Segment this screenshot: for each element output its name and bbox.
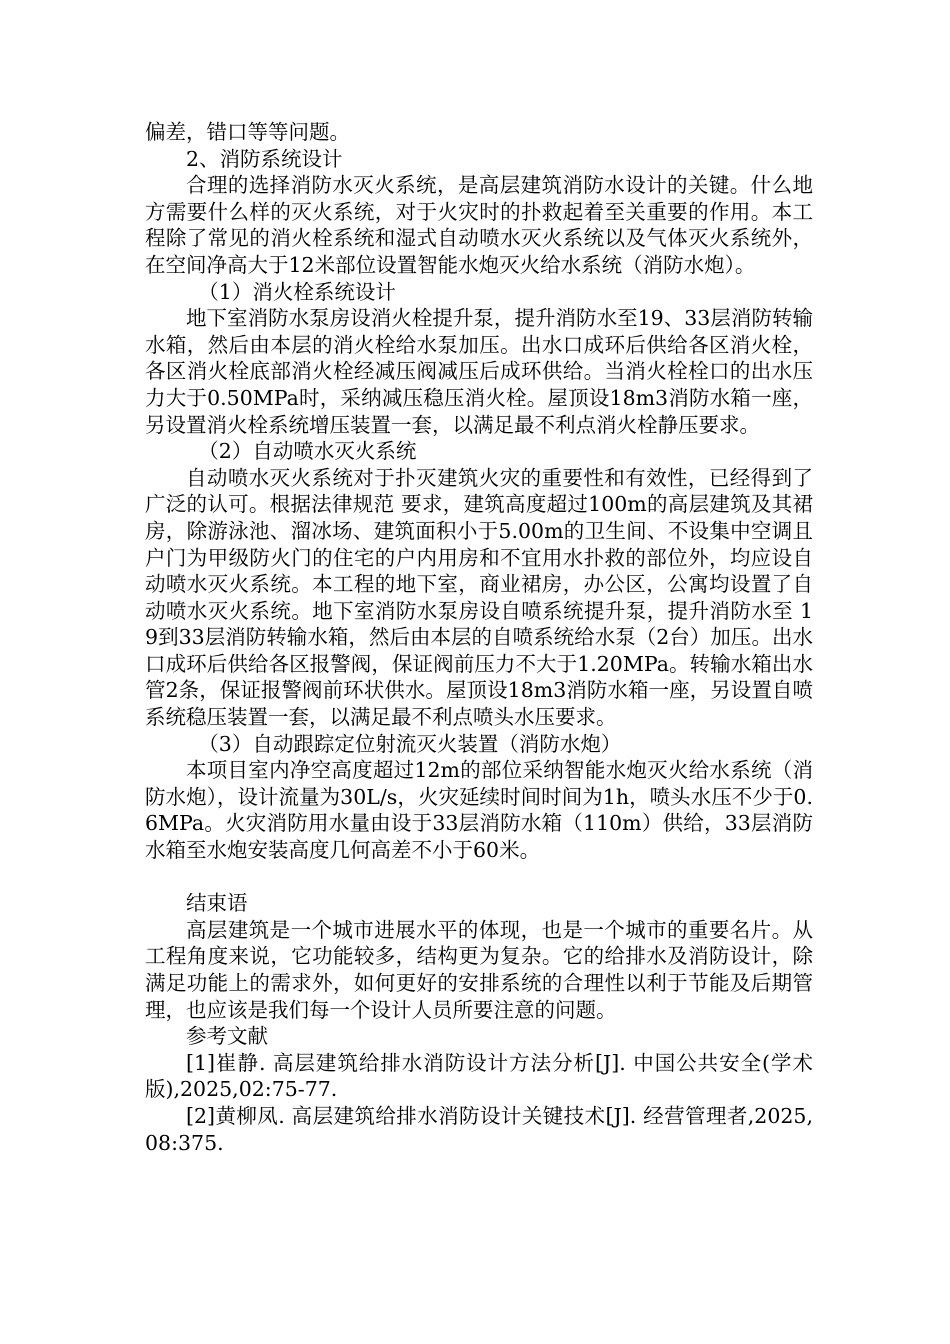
paragraph-water-cannon: 本项目室内净空高度超过12m的部位采纳智能水炮灭火给水系统（消防水炮），设计流量为30L/s，火灾延续时间时间为1h，喷头水压不少于0.6MPa。火灾消防用水量由设于33层消防水箱（110m）供给，33层消防水箱至水炮安装高度几何高差不小于60米。 bbox=[145, 758, 813, 863]
paragraph-continuation: 偏差，错口等等问题。 bbox=[145, 120, 350, 144]
section-heading-fire-system-design: 2、消防系统设计 bbox=[186, 146, 343, 171]
paragraph-sprinkler-system: 自动喷水灭火系统对于扑灭建筑火灾的重要性和有效性，已经得到了广泛的认可。根据法律规范 要求，建筑高度超过100m的高层建筑及其裙房，除游泳池、溜冰场、建筑面积小于5.00m的卫生间、不设集中空调且户门为甲级防火门的住宅的户内用房和不宜用水扑救的部位外，均应设自动喷水灭火系统。本工程的地下室，商业裙房，办公区，公寓均设置了自动喷水灭火系统。地下室消防水泵房设自喷系统提升泵，提升消防水至 19到33层消防转输水箱，然后由本层的自喷系统给水泵（2台）加压。出水口成环后供给各区报警阀，保证阀前压力不大于1.20MPa。转输水箱出水管2条，保证报警阀前环状供水。屋顶设18m3消防水箱一座，另设置自喷系统稳压装置一套，以满足最不利点喷头水压要求。 bbox=[145, 465, 813, 730]
heading-conclusion: 结束语 bbox=[186, 891, 248, 916]
paragraph-hydrant-system: 地下室消防水泵房设消火栓提升泵，提升消防水至19、33层消防转输水箱，然后由本层的消火栓给水泵加压。出水口成环后供给各区消火栓，各区消火栓底部消火栓经减压阀减压后成环供给。当消火栓栓口的出水压力大于0.50MPa时，采纳减压稳压消火栓。屋顶设18m3消防水箱一座，另设置消火栓系统增压装置一套，以满足最不利点消火栓静压要求。 bbox=[145, 306, 813, 437]
reference-item-2: [2]黄柳凤. 高层建筑给排水消防设计关键技术[J]. 经营管理者,2025,08:375. bbox=[145, 1103, 813, 1155]
paragraph-conclusion: 高层建筑是一个城市进展水平的体现，也是一个城市的重要名片。从工程角度来说，它功能较多，结构更为复杂。它的给排水及消防设计，除满足功能上的需求外，如何更好的安排系统的合理性以利于节能及后期管理，也应该是我们每一个设计人员所要注意的问题。 bbox=[145, 917, 813, 1022]
reference-item-1: [1]崔静. 高层建筑给排水消防设计方法分析[J]. 中国公共安全(学术版),2025,02:75-77. bbox=[145, 1050, 813, 1102]
blank-line bbox=[145, 864, 813, 891]
subheading-hydrant-system: （1）消火栓系统设计 bbox=[198, 279, 396, 304]
document-body bbox=[145, 119, 813, 1156]
heading-references: 参考文献 bbox=[186, 1024, 268, 1049]
subheading-sprinkler-system: （2）自动喷水灭火系统 bbox=[198, 439, 417, 464]
subheading-water-cannon: （3）自动跟踪定位射流灭火装置（消防水炮） bbox=[198, 731, 622, 756]
paragraph-fire-system-intro: 合理的选择消防水灭火系统，是高层建筑消防水设计的关键。什么地方需要什么样的灭火系统，对于火灾时的扑救起着至关重要的作用。本工程除了常见的消火栓系统和湿式自动喷水灭火系统以及气体灭火系统外，在空间净高大于12米部位设置智能水炮灭火给水系统（消防水炮）。 bbox=[145, 173, 813, 277]
